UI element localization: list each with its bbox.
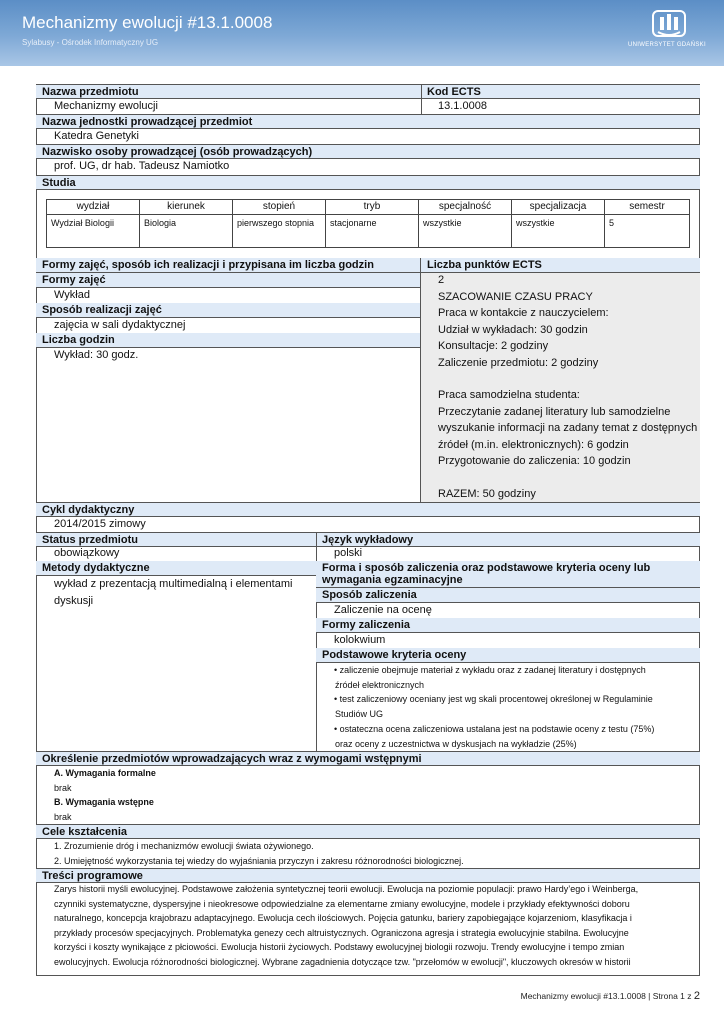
- studia-cell: stacjonarne: [326, 215, 419, 248]
- workload-line: Przeczytanie zadanej literatury lub samodzielne: [438, 405, 671, 418]
- workload-line: Udział w wykładach: 30 godzin: [438, 323, 588, 336]
- content-line: korzyści i koszty wynikające z płciowości. Ewolucja historii życiowych. Podstawy ewolucyjnej biologii rozwoju. Trendy ewolucyjne i tempo zmian: [54, 942, 625, 953]
- studia-header: specjalizacja: [512, 200, 605, 215]
- criteria-text: [334, 663, 696, 751]
- criteria-line: • test zaliczeniowy oceniany jest wg skali procentowej określonej w Regulaminie: [334, 694, 653, 705]
- prereq-b-value: brak: [54, 811, 72, 822]
- teacher-label: Nazwisko osoby prowadzącej (osób prowadzących): [36, 144, 700, 159]
- workload-line: SZACOWANIE CZASU PRACY: [438, 291, 593, 303]
- content-line: ewolucyjnych. Ewolucja różnorodności biologicznej. Wybrane zagadnienia dotyczące tzw. "przełomów w ewolucji", kluczowych okresów w historii: [54, 956, 631, 967]
- workload-line: Praca samodzielna studenta:: [438, 389, 580, 402]
- hours-label: Liczba godzin: [36, 333, 421, 348]
- teacher-value: prof. UG, dr hab. Tadeusz Namiotko: [54, 160, 230, 172]
- workload-line: RAZEM: 50 godziny: [438, 487, 536, 500]
- content-line: czynniki systematyczne, dyspersyjne i nieokresowe odpowiedzialne za elementarne zmiany ewolucyjne, modele i przykłady efektywności doboru: [54, 898, 630, 909]
- studia-header-row: [47, 200, 690, 215]
- studia-row: [47, 215, 690, 248]
- studia-cell: wszystkie: [419, 215, 512, 248]
- page-footer: [521, 990, 700, 1002]
- methods-text: [54, 576, 292, 610]
- language-value: polski: [334, 547, 363, 559]
- workload-line: [438, 371, 700, 387]
- studia-header: semestr: [605, 200, 690, 215]
- criteria-line: • zaliczenie obejmuje materiał z wykładu oraz z zadanej literatury i dostępnych: [334, 665, 646, 675]
- studia-header: wydział: [47, 200, 140, 215]
- studia-cell: wszystkie: [512, 215, 605, 248]
- prereq-text: [54, 766, 156, 824]
- goal-line: 2. Umiejętność wykorzystania tej wiedzy do wyjaśniania przyczyn i zakresu różnorodności biologicznej.: [54, 855, 464, 866]
- studia-cell: Biologia: [140, 215, 233, 248]
- language-label: Język wykładowy: [316, 532, 700, 547]
- course-name-value: Mechanizmy ewolucji: [54, 100, 158, 112]
- hours-value: Wykład: 30 godz.: [54, 349, 139, 361]
- prereq-a-label: A. Wymagania formalne: [54, 768, 156, 778]
- page-subtitle: Sylabusy - Ośrodek Informatyczny UG: [22, 38, 159, 47]
- assessment-label: Forma i sposób zaliczenia oraz podstawowe kryteria oceny lub wymagania egzaminacyjne: [316, 561, 700, 588]
- forms-value: Wykład: [54, 289, 90, 301]
- studia-header: specjalność: [419, 200, 512, 215]
- page-title: Mechanizmy ewolucji #13.1.0008: [22, 13, 273, 32]
- forms-label: Formy zajęć: [36, 273, 421, 288]
- ects-points-value: 2: [438, 274, 445, 286]
- studia-table: [46, 199, 690, 248]
- prereq-b-label: B. Wymagania wstępne: [54, 797, 154, 807]
- page-header: [0, 0, 724, 66]
- assessment-form-value: kolokwium: [334, 634, 386, 646]
- unit-label: Nazwa jednostki prowadzącej przedmiot: [36, 114, 700, 129]
- assessment-way-value: Zaliczenie na ocenę: [334, 604, 432, 616]
- status-value: obowiązkowy: [54, 547, 120, 559]
- studia-cell: pierwszego stopnia: [233, 215, 326, 248]
- university-name: UNIWERSYTET GDAŃSKI: [628, 42, 706, 48]
- assessment-way-label: Sposób zaliczenia: [316, 588, 700, 603]
- prereq-label: Określenie przedmiotów wprowadzających wraz z wymogami wstępnymi: [36, 751, 700, 766]
- content-text: [54, 882, 694, 970]
- content-label: Treści programowe: [36, 868, 700, 883]
- criteria-line: • ostateczna ocena zaliczeniowa ustalana jest na podstawie oceny z testu (75%): [334, 723, 655, 734]
- methods-label: Metody dydaktyczne: [36, 561, 316, 576]
- studia-header: tryb: [326, 200, 419, 215]
- methods-line: wykład z prezentacją multimedialną i elementami: [54, 578, 293, 590]
- status-label: Status przedmiotu: [36, 532, 316, 547]
- studia-cell: 5: [605, 215, 690, 248]
- content-line: naturalnego, koncepcja krajobrazu adaptacyjnego. Ewolucja cech ilościowych. Pojęcia gatunku, bariery zapobiegające kojarzeniom, klasyfikacja i: [54, 913, 632, 924]
- workload-line: Zaliczenie przedmiotu: 2 godziny: [438, 356, 599, 369]
- method-label: Sposób realizacji zajęć: [36, 303, 421, 318]
- workload-line: wyszukanie informacji na zadany temat z dostępnych: [438, 422, 698, 435]
- goals-label: Cele kształcenia: [36, 824, 700, 839]
- cycle-value: 2014/2015 zimowy: [54, 518, 146, 530]
- footer-text: Mechanizmy ewolucji #13.1.0008 | Strona 1 z: [520, 991, 692, 1001]
- method-value: zajęcia w sali dydaktycznej: [54, 319, 186, 331]
- ects-workload: [438, 289, 700, 502]
- unit-value: Katedra Genetyki: [54, 130, 139, 142]
- ects-code-label: Kod ECTS: [421, 84, 700, 99]
- studia-label: Studia: [36, 175, 700, 190]
- ects-points-label: Liczba punktów ECTS: [421, 258, 700, 273]
- ects-code-value: 13.1.0008: [438, 100, 487, 112]
- workload-line: Praca w kontakcie z nauczycielem:: [438, 307, 609, 320]
- criteria-line: Studiów UG: [335, 709, 384, 720]
- workload-line: źródeł (m.in. elektronicznych): 6 godzin: [438, 438, 629, 451]
- cycle-label: Cykl dydaktyczny: [36, 502, 700, 517]
- studia-header: kierunek: [140, 200, 233, 215]
- criteria-line: oraz oceny z uczestnictwa w dyskusjach na wykładzie (25%): [335, 738, 577, 749]
- prereq-a-value: brak: [54, 782, 72, 793]
- assessment-form-label: Formy zaliczenia: [316, 618, 700, 633]
- studia-cell: Wydział Biologii: [47, 215, 140, 248]
- workload-line: Konsultacje: 2 godziny: [438, 340, 549, 353]
- workload-line: [438, 469, 700, 485]
- criteria-line: źródeł elektronicznych: [335, 679, 425, 690]
- goals-text: [54, 839, 464, 868]
- studia-header: stopień: [233, 200, 326, 215]
- university-logo-icon: [652, 8, 686, 38]
- criteria-label: Podstawowe kryteria oceny: [316, 648, 700, 663]
- content-line: Zarys historii myśli ewolucyjnej. Podstawowe założenia syntetycznej teorii ewolucji. Ewolucja na poziomie populacji: prawo Hardy’ego i Weinberga,: [54, 884, 639, 894]
- forms-section-label: Formy zajęć, sposób ich realizacji i przypisana im liczba godzin: [36, 258, 421, 273]
- workload-line: Przygotowanie do zaliczenia: 10 godzin: [438, 455, 631, 468]
- methods-line: dyskusji: [54, 595, 94, 607]
- footer-total-pages: 2: [693, 990, 700, 1002]
- course-name-label: Nazwa przedmiotu: [36, 84, 421, 99]
- goal-line: 1. Zrozumienie dróg i mechanizmów ewolucji świata ożywionego.: [54, 841, 314, 851]
- content-line: przykłady procesów specjacyjnych. Problematyka genezy cech altruistycznych. Ograniczona agresja i strategia ewolucyjnie stabilna. Ewolucyjne: [54, 927, 629, 938]
